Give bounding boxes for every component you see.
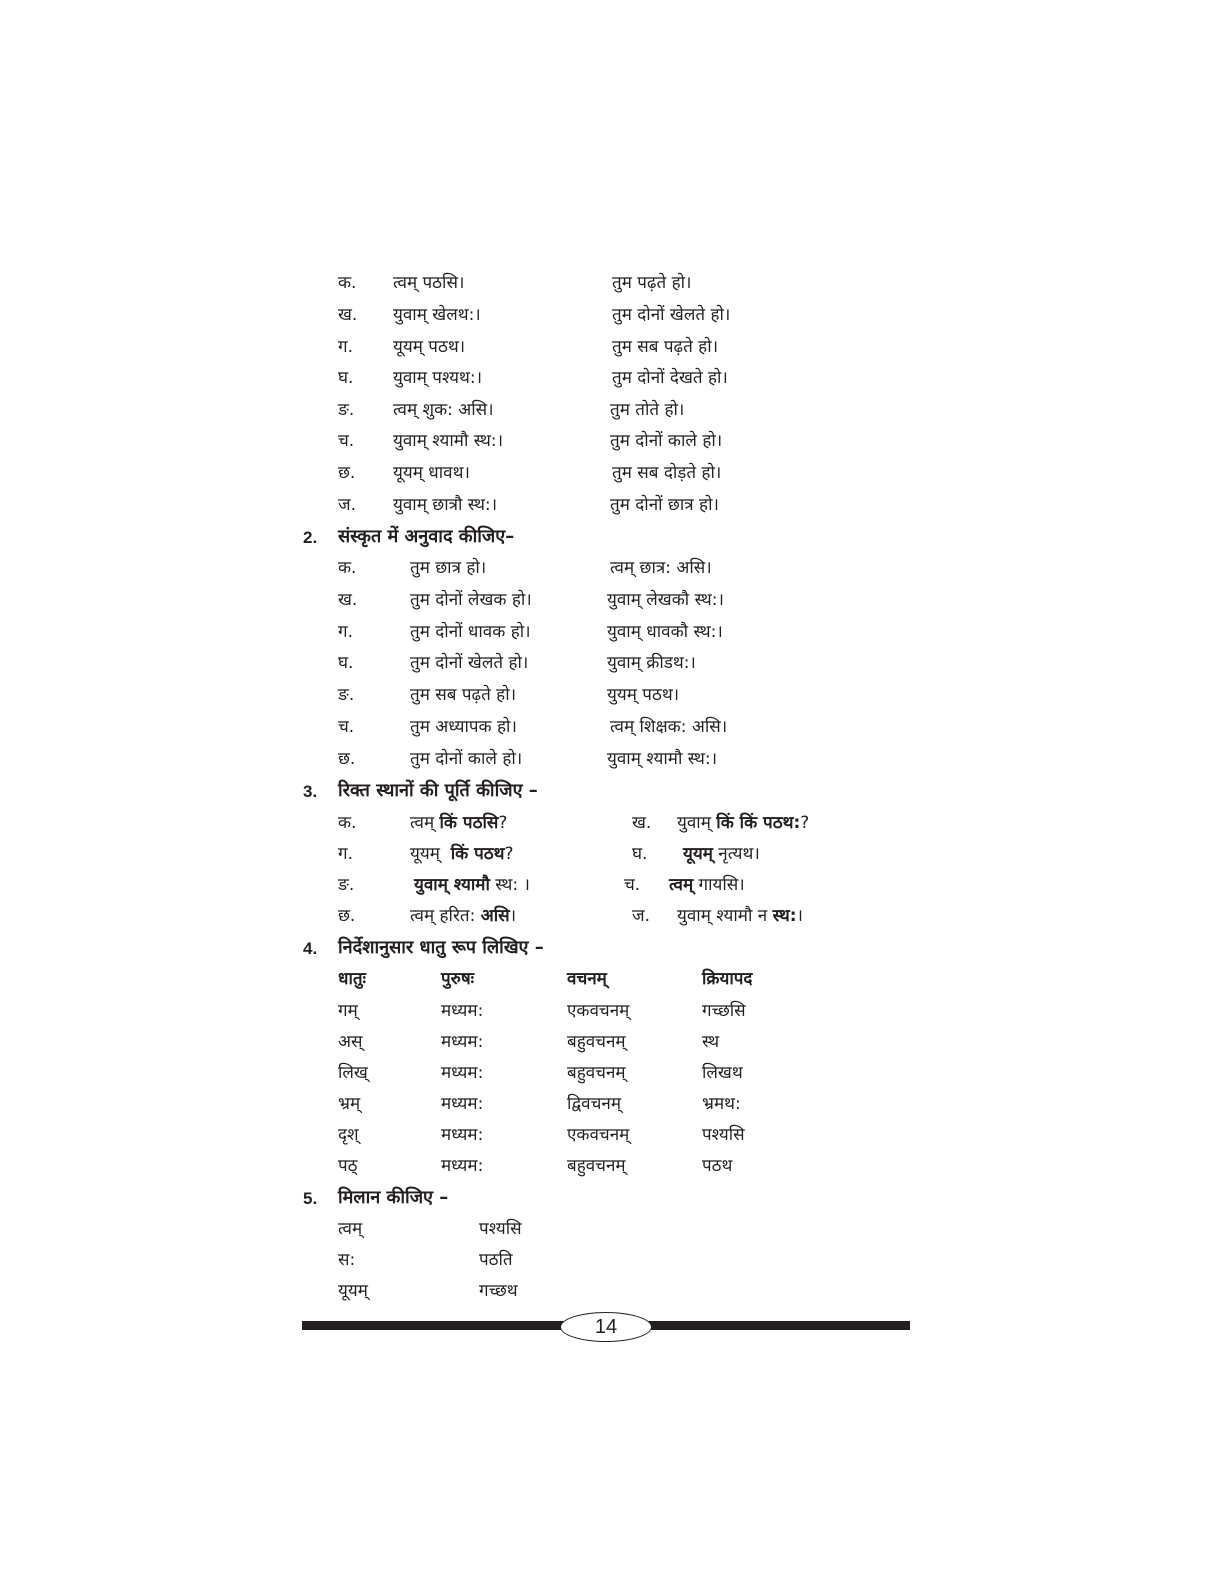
sanskrit-sentence: युवाम् श्यामौ स्थ:। — [393, 431, 504, 451]
question-number: 5. — [303, 1189, 318, 1208]
item-label: ज. — [632, 906, 651, 926]
column-header: पुरुषः — [441, 969, 475, 989]
hindi-translation: तुम दोनों देखते हो। — [612, 368, 728, 388]
sanskrit-answer: युवाम् क्रीडथ:। — [607, 653, 696, 673]
sanskrit-answer: युयम् पठथ। — [607, 685, 680, 705]
hindi-sentence: तुम दोनों लेखक हो। — [410, 590, 532, 610]
row-label: क. — [338, 273, 357, 293]
hindi-sentence: तुम अध्यापक हो। — [410, 717, 517, 737]
question-number: 4. — [303, 939, 318, 958]
row-label: घ. — [338, 368, 354, 388]
table-cell: मध्यम: — [441, 1032, 484, 1052]
hindi-sentence: तुम सब पढ़ते हो। — [410, 685, 517, 705]
question-heading: रिक्त स्थानों की पूर्ति कीजिए – — [338, 780, 538, 801]
question-heading: संस्कृत में अनुवाद कीजिए– — [338, 526, 515, 547]
item-label: छ. — [338, 906, 356, 926]
table-cell: स्थ — [702, 1032, 720, 1052]
hindi-translation: तुम तोते हो। — [610, 400, 685, 420]
hindi-sentence: तुम छात्र हो। — [410, 558, 487, 578]
hindi-translation: तुम दोनों खेलते हो। — [612, 305, 731, 325]
row-label: ग. — [338, 337, 353, 357]
table-cell: लिख् — [338, 1063, 368, 1083]
hindi-translation: तुम पढ़ते हो। — [612, 273, 692, 293]
table-cell: एकवचनम् — [567, 1125, 630, 1145]
hindi-sentence: तुम दोनों काले हो। — [410, 749, 523, 769]
match-left: त्वम् — [338, 1219, 363, 1239]
table-cell: लिखथ — [702, 1063, 743, 1083]
row-label: क. — [338, 558, 357, 578]
sanskrit-answer: युवाम् धावकौ स्थ:। — [607, 622, 723, 642]
row-label: ख. — [338, 590, 358, 610]
column-header: वचनम् — [567, 969, 607, 989]
column-header: धातुः — [338, 969, 366, 989]
table-cell: पश्यसि — [702, 1125, 745, 1145]
row-label: छ. — [338, 463, 356, 483]
question-heading: निर्देशानुसार धातु रूप लिखिए – — [338, 937, 544, 958]
sanskrit-sentence: युवाम् खेलथ:। — [393, 305, 481, 325]
row-label: छ. — [338, 749, 356, 769]
match-right: पश्यसि — [479, 1219, 522, 1239]
question-heading: मिलान कीजिए – — [338, 1187, 449, 1208]
item-label: ख. — [632, 813, 652, 833]
sanskrit-answer: त्वम् शिक्षक: असि। — [610, 717, 728, 737]
table-cell: बहुवचनम् — [567, 1032, 626, 1052]
fill-blank-answer: त्वम् गायसि। — [669, 875, 745, 895]
fill-blank-answer: युवाम् श्यामौ स्थ: । — [414, 875, 530, 895]
hindi-translation: तुम सब दोड़ते हो। — [612, 463, 722, 483]
item-label: क. — [338, 813, 357, 833]
row-label: ङ. — [338, 400, 355, 420]
fill-blank-answer: युवाम् श्यामौ न स्थ:। — [677, 906, 803, 926]
row-label: ख. — [338, 305, 358, 325]
table-cell: मध्यम: — [441, 1125, 484, 1145]
table-cell: द्विवचनम् — [567, 1094, 622, 1114]
table-cell: पठथ — [702, 1156, 733, 1176]
sanskrit-sentence: त्वम् पठसि। — [393, 273, 465, 293]
hindi-translation: तुम दोनों छात्र हो। — [610, 495, 719, 515]
fill-blank-answer: यूयम् किं पठथ? — [410, 844, 514, 864]
page-number: 14 — [560, 1312, 652, 1342]
footer-rule-right — [646, 1321, 910, 1330]
row-label: च. — [338, 431, 355, 451]
table-cell: पठ् — [338, 1156, 358, 1176]
table-cell: मध्यम: — [441, 1063, 484, 1083]
fill-blank-answer: यूयम् नृत्यथ। — [683, 844, 760, 864]
table-cell: भ्रम् — [338, 1094, 361, 1114]
table-cell: एकवचनम् — [567, 1001, 630, 1021]
match-right: गच्छथ — [479, 1281, 518, 1301]
sanskrit-answer: त्वम् छात्र: असि। — [610, 558, 712, 578]
sanskrit-answer: युवाम् लेखकौ स्थ:। — [607, 590, 724, 610]
match-left: स: — [338, 1250, 356, 1270]
item-label: ग. — [338, 844, 353, 864]
question-number: 3. — [303, 782, 318, 801]
hindi-translation: तुम दोनों काले हो। — [610, 431, 723, 451]
row-label: ङ. — [338, 685, 355, 705]
sanskrit-sentence: यूयम् धावथ। — [393, 463, 470, 483]
table-cell: मध्यम: — [441, 1001, 484, 1021]
question-number: 2. — [303, 528, 318, 547]
row-label: ज. — [338, 495, 357, 515]
hindi-translation: तुम सब पढ़ते हो। — [612, 337, 719, 357]
sanskrit-sentence: त्वम् शुक: असि। — [393, 400, 494, 420]
item-label: च. — [624, 875, 641, 895]
row-label: घ. — [338, 653, 354, 673]
fill-blank-answer: युवाम् किं किं पठथ:? — [677, 813, 810, 833]
footer-rule-left — [302, 1321, 564, 1330]
table-cell: दृश् — [338, 1125, 359, 1145]
fill-blank-answer: त्वम् किं पठसि? — [410, 813, 508, 833]
table-cell: भ्रमथ: — [702, 1094, 741, 1114]
table-cell: मध्यम: — [441, 1094, 484, 1114]
sanskrit-answer: युवाम् श्यामौ स्थ:। — [607, 749, 718, 769]
sanskrit-sentence: युवाम् पश्यथ:। — [393, 368, 483, 388]
item-label: ङ. — [338, 875, 355, 895]
hindi-sentence: तुम दोनों धावक हो। — [410, 622, 531, 642]
column-header: क्रियापद — [702, 969, 753, 989]
table-cell: गम् — [338, 1001, 358, 1021]
table-cell: अस् — [338, 1032, 363, 1052]
hindi-sentence: तुम दोनों खेलते हो। — [410, 653, 529, 673]
row-label: च. — [338, 717, 355, 737]
fill-blank-answer: त्वम् हरित: असि। — [410, 906, 517, 926]
sanskrit-sentence: युवाम् छात्रौ स्थ:। — [393, 495, 498, 515]
match-left: यूयम् — [338, 1281, 368, 1301]
table-cell: गच्छसि — [702, 1001, 746, 1021]
sanskrit-sentence: यूयम् पठथ। — [393, 337, 466, 357]
match-right: पठति — [479, 1250, 513, 1270]
table-cell: बहुवचनम् — [567, 1063, 626, 1083]
item-label: घ. — [632, 844, 648, 864]
row-label: ग. — [338, 622, 353, 642]
table-cell: मध्यम: — [441, 1156, 484, 1176]
table-cell: बहुवचनम् — [567, 1156, 626, 1176]
